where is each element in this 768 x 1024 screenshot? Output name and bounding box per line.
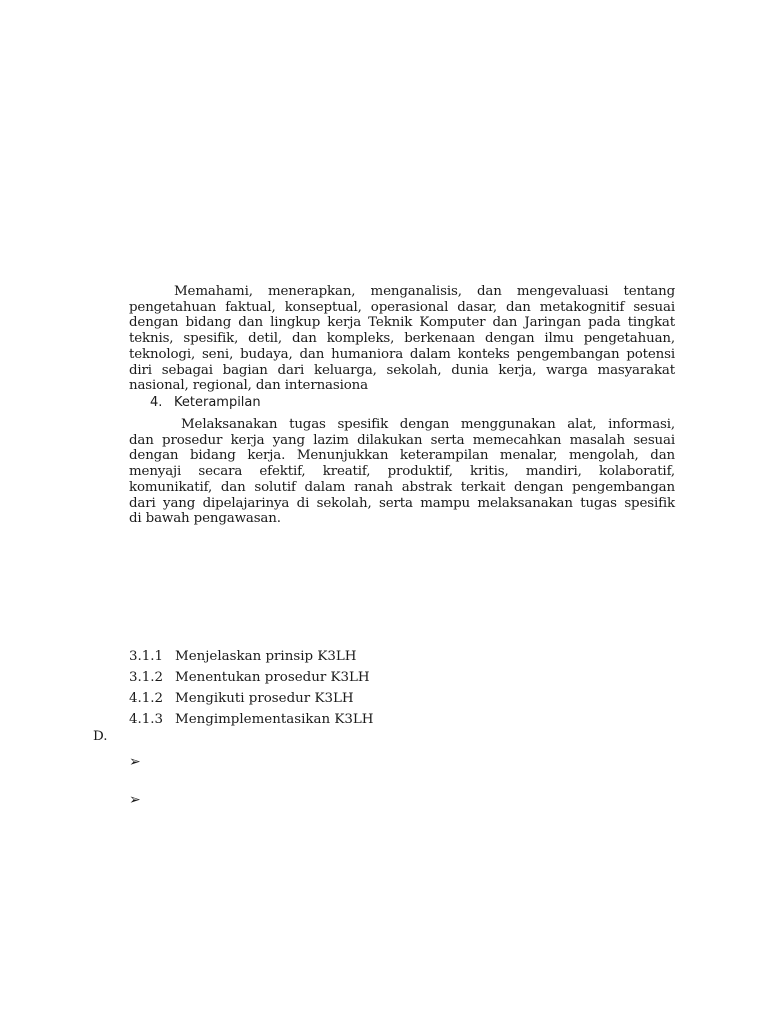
indicator-item bbox=[129, 709, 373, 730]
indicator-list bbox=[129, 646, 373, 730]
paragraph-line: teknis, spesifik, detil, dan kompleks, berkenaan dengan ilmu pengetahuan, bbox=[129, 331, 675, 347]
indicator-code: 4.1.2 bbox=[129, 691, 164, 706]
indicator-item bbox=[129, 667, 373, 688]
paragraph-line: menyaji secara efektif, kreatif, produktif, kritis, mandiri, kolaboratif, bbox=[129, 464, 675, 480]
arrow-bullet-icon: ➢ bbox=[129, 754, 141, 770]
section-heading-keterampilan bbox=[150, 395, 261, 410]
arrow-bullet-icon: ➢ bbox=[129, 792, 141, 808]
paragraph-line: dari yang dipelajarinya di sekolah, serta mampu melaksanakan tugas spesifik bbox=[129, 495, 675, 511]
indicator-text: Menentukan prosedur K3LH bbox=[175, 670, 370, 685]
paragraph-line: nasional, regional, dan internasiona bbox=[129, 378, 368, 394]
paragraph-line: dan prosedur kerja yang lazim dilakukan serta memecahkan masalah sesuai bbox=[129, 432, 675, 448]
paragraph-line: komunikatif, dan solutif dalam ranah abstrak terkait dengan pengembangan bbox=[129, 479, 675, 495]
section-d-label: D. bbox=[93, 729, 108, 744]
paragraph-line: Melaksanakan tugas spesifik dengan menggunakan alat, informasi, bbox=[181, 417, 675, 432]
indicator-item bbox=[129, 688, 373, 709]
paragraph-line: dengan bidang dan lingkup kerja Teknik Komputer dan Jaringan pada tingkat bbox=[129, 315, 675, 331]
section-title: Keterampilan bbox=[174, 395, 261, 410]
paragraph-line: dengan bidang kerja. Menunjukkan keterampilan menalar, mengolah, dan bbox=[129, 448, 675, 464]
paragraph-line: pengetahuan faktual, konseptual, operasional dasar, dan metakognitif sesuai bbox=[129, 299, 675, 315]
paragraph-line: diri sebagai bagian dari keluarga, sekolah, dunia kerja, warga masyarakat bbox=[129, 362, 675, 378]
indicator-text: Mengikuti prosedur K3LH bbox=[175, 691, 354, 706]
indicator-code: 4.1.3 bbox=[129, 712, 164, 727]
indicator-text: Mengimplementasikan K3LH bbox=[175, 712, 374, 727]
indicator-item bbox=[129, 646, 373, 667]
paragraph-skills bbox=[129, 417, 675, 527]
section-number: 4. bbox=[150, 395, 163, 410]
indicator-code: 3.1.1 bbox=[129, 649, 164, 664]
indicator-code: 3.1.2 bbox=[129, 670, 164, 685]
paragraph-line: teknologi, seni, budaya, dan humaniora dalam konteks pengembangan potensi bbox=[129, 346, 675, 362]
paragraph-line: Memahami, menerapkan, menganalisis, dan mengevaluasi tentang bbox=[174, 284, 675, 299]
indicator-text: Menjelaskan prinsip K3LH bbox=[175, 649, 357, 664]
paragraph-knowledge bbox=[129, 284, 675, 394]
paragraph-line: di bawah pengawasan. bbox=[129, 511, 281, 527]
